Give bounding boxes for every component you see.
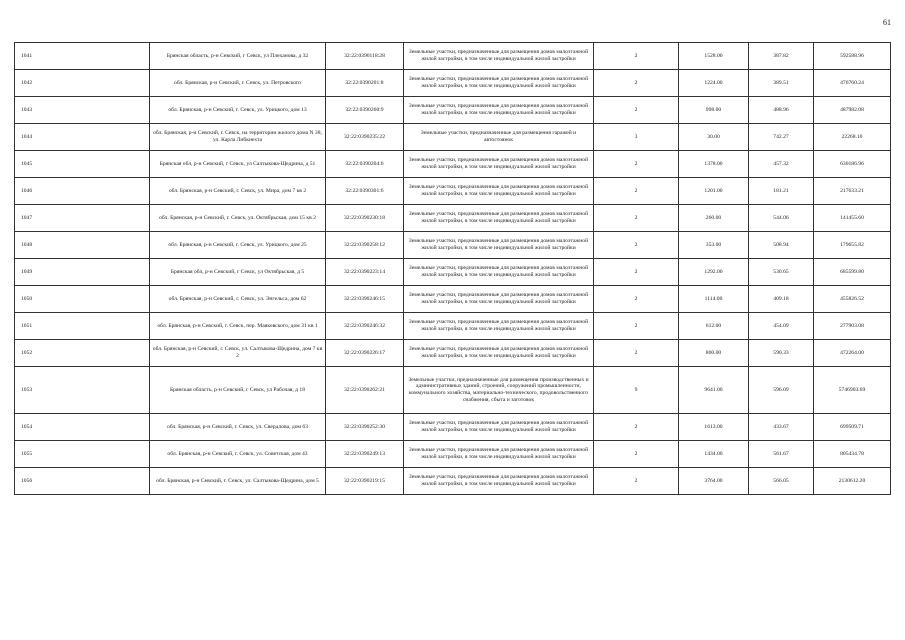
- specific-value-cell: 530.65: [749, 259, 814, 286]
- cadastral-number-cell: 32:22:0390258:12: [326, 232, 404, 259]
- cadastral-value-cell: 277903.08: [814, 313, 891, 340]
- area-cell: 1224.00: [679, 70, 749, 97]
- cadastral-value-cell: 217633.21: [814, 178, 891, 205]
- specific-value-cell: 488.96: [749, 97, 814, 124]
- area-cell: 353.00: [679, 232, 749, 259]
- address-cell: обл. Брянская, р-н Севский, г. Севск, ул. Урицкого, дом 13: [150, 97, 326, 124]
- cadastral-value-cell: 592588.96: [814, 43, 891, 70]
- table-row: [15, 151, 891, 178]
- row-number-cell: 1053: [15, 367, 150, 414]
- group-cell: 2: [594, 232, 679, 259]
- row-number-cell: 1055: [15, 441, 150, 468]
- cadastral-value-cell: 630186.96: [814, 151, 891, 178]
- land-use-cell: Земельные участки, предназначенные для размещения домов малоэтажной жилой застройки, в том числе индивидуальной жилой застройки: [404, 232, 594, 259]
- area-cell: 1201.00: [679, 178, 749, 205]
- cadastral-number-cell: 32:22:0390204:6: [326, 151, 404, 178]
- address-cell: обл. Брянская, р-н Севский, г. Севск, ул. Салтыкова-Щедрина, дом 5: [150, 468, 326, 495]
- cadastral-number-cell: 32:22:0390262:21: [326, 367, 404, 414]
- land-use-cell: Земельные участки, предназначенные для размещения домов малоэтажной жилой застройки, в том числе индивидуальной жилой застройки: [404, 286, 594, 313]
- table-row: [15, 43, 891, 70]
- group-cell: 2: [594, 414, 679, 441]
- address-cell: обл. Брянская, р-н Севский, г. Севск, ул. Петровского: [150, 70, 326, 97]
- cadastral-number-cell: 32:22:0390118:28: [326, 43, 404, 70]
- row-number-cell: 1041: [15, 43, 150, 70]
- cadastral-value-cell: 805434.78: [814, 441, 891, 468]
- cadastral-number-cell: 32:22:0390226:17: [326, 340, 404, 367]
- address-cell: обл. Брянская, р-н Севский, г. Севск, пер. Маяковского, дом 31 кв 1: [150, 313, 326, 340]
- table-body: [15, 43, 891, 495]
- table-row: [15, 205, 891, 232]
- group-cell: 2: [594, 313, 679, 340]
- table-row: [15, 124, 891, 151]
- land-use-cell: Земельные участки, предназначенные для размещения домов малоэтажной жилой застройки, в том числе индивидуальной жилой застройки: [404, 259, 594, 286]
- row-number-cell: 1042: [15, 70, 150, 97]
- group-cell: 9: [594, 367, 679, 414]
- group-cell: 2: [594, 286, 679, 313]
- address-cell: обл. Брянская, р-н Севский, г. Севск, ул. Октябрьская, дом 15 кв 2: [150, 205, 326, 232]
- row-number-cell: 1048: [15, 232, 150, 259]
- table-row: [15, 441, 891, 468]
- cadastral-number-cell: 32:22:0390201:8: [326, 70, 404, 97]
- address-cell: обл. Брянская, р-н Севский, г. Севск, ул. Советская, дом 43: [150, 441, 326, 468]
- cadastral-number-cell: 32:22:0390246:15: [326, 286, 404, 313]
- area-cell: 1434.00: [679, 441, 749, 468]
- area-cell: 30.00: [679, 124, 749, 151]
- table-row: [15, 414, 891, 441]
- cadastral-value-cell: 141455.60: [814, 205, 891, 232]
- specific-value-cell: 433.67: [749, 414, 814, 441]
- land-use-cell: Земельные участки, предназначенные для размещения домов малоэтажной жилой застройки, в том числе индивидуальной жилой застройки: [404, 441, 594, 468]
- land-use-cell: Земельные участки, предназначенные для размещения гаражей и автостоянок: [404, 124, 594, 151]
- cadastral-value-cell: 455826.52: [814, 286, 891, 313]
- address-cell: обл. Брянская, р-н Севский, г. Севск, ул. Урицкого, дом 25: [150, 232, 326, 259]
- row-number-cell: 1045: [15, 151, 150, 178]
- cadastral-number-cell: 32:22:0390219:15: [326, 468, 404, 495]
- specific-value-cell: 181.21: [749, 178, 814, 205]
- cadastral-number-cell: 32:22:0390249:13: [326, 441, 404, 468]
- group-cell: 2: [594, 151, 679, 178]
- area-cell: 998.00: [679, 97, 749, 124]
- table-row: [15, 313, 891, 340]
- cadastral-number-cell: 32:22:0390246:32: [326, 313, 404, 340]
- address-cell: обл. Брянская, р-н Севский, г. Севск, ул. Энгельса, дом 62: [150, 286, 326, 313]
- address-cell: Брянская обл, р-н Севский, г Севск, ул Октябрьская, д 5: [150, 259, 326, 286]
- land-use-cell: Земельные участки, предназначенные для размещения домов малоэтажной жилой застройки, в том числе индивидуальной жилой застройки: [404, 43, 594, 70]
- group-cell: 2: [594, 441, 679, 468]
- land-use-cell: Земельные участки, предназначенные для размещения домов малоэтажной жилой застройки, в том числе индивидуальной жилой застройки: [404, 178, 594, 205]
- address-cell: обл. Брянская, р-н Севский, г. Севск, ул. Мира, дом 7 кв 2: [150, 178, 326, 205]
- group-cell: 2: [594, 340, 679, 367]
- land-use-cell: Земельные участки, предназначенные для размещения домов малоэтажной жилой застройки, в том числе индивидуальной жилой застройки: [404, 205, 594, 232]
- specific-value-cell: 561.67: [749, 441, 814, 468]
- specific-value-cell: 596.09: [749, 367, 814, 414]
- group-cell: 2: [594, 43, 679, 70]
- row-number-cell: 1051: [15, 313, 150, 340]
- area-cell: 9641.00: [679, 367, 749, 414]
- specific-value-cell: 590.33: [749, 340, 814, 367]
- row-number-cell: 1049: [15, 259, 150, 286]
- area-cell: 800.00: [679, 340, 749, 367]
- area-cell: 1613.00: [679, 414, 749, 441]
- specific-value-cell: 387.82: [749, 43, 814, 70]
- cadastral-value-cell: 5746903.69: [814, 367, 891, 414]
- group-cell: 2: [594, 259, 679, 286]
- cadastral-number-cell: 32:22:0390252:30: [326, 414, 404, 441]
- address-cell: обл. Брянская, р-н Севский, г. Севск, ул. Свердлова, дом 63: [150, 414, 326, 441]
- cadastral-value-cell: 22268.10: [814, 124, 891, 151]
- specific-value-cell: 544.06: [749, 205, 814, 232]
- cadastral-number-cell: 32:22:0390223:14: [326, 259, 404, 286]
- cadastral-value-cell: 179655.82: [814, 232, 891, 259]
- cadastral-value-table: [14, 42, 891, 495]
- group-cell: 2: [594, 468, 679, 495]
- land-use-cell: Земельные участки, предназначенные для размещения производственных и административных зданий, строений, сооружений промышленности, коммунального хозяйства, материально-технического, продовольственного снабжения, сбыта и заготовок: [404, 367, 594, 414]
- specific-value-cell: 508.94: [749, 232, 814, 259]
- land-use-cell: Земельные участки, предназначенные для размещения домов малоэтажной жилой застройки, в том числе индивидуальной жилой застройки: [404, 414, 594, 441]
- cadastral-value-cell: 2130612.20: [814, 468, 891, 495]
- address-cell: Брянская обл, р-н Севский, г Севск, ул Салтыкова-Щедрина, д 51: [150, 151, 326, 178]
- land-use-cell: Земельные участки, предназначенные для размещения домов малоэтажной жилой застройки, в том числе индивидуальной жилой застройки: [404, 70, 594, 97]
- row-number-cell: 1046: [15, 178, 150, 205]
- table-row: [15, 97, 891, 124]
- cadastral-value-cell: 487982.08: [814, 97, 891, 124]
- cadastral-value-cell: 699509.71: [814, 414, 891, 441]
- area-cell: 260.00: [679, 205, 749, 232]
- cadastral-value-cell: 685599.80: [814, 259, 891, 286]
- area-cell: 3764.00: [679, 468, 749, 495]
- cadastral-number-cell: 32:22:0390260:9: [326, 97, 404, 124]
- land-use-cell: Земельные участки, предназначенные для размещения домов малоэтажной жилой застройки, в том числе индивидуальной жилой застройки: [404, 468, 594, 495]
- row-number-cell: 1054: [15, 414, 150, 441]
- cadastral-number-cell: 32:22:0390301:6: [326, 178, 404, 205]
- group-cell: 2: [594, 97, 679, 124]
- table-row: [15, 178, 891, 205]
- area-cell: 1292.00: [679, 259, 749, 286]
- specific-value-cell: 409.18: [749, 286, 814, 313]
- group-cell: 2: [594, 178, 679, 205]
- land-use-cell: Земельные участки, предназначенные для размещения домов малоэтажной жилой застройки, в том числе индивидуальной жилой застройки: [404, 151, 594, 178]
- group-cell: 2: [594, 205, 679, 232]
- row-number-cell: 1052: [15, 340, 150, 367]
- specific-value-cell: 566.05: [749, 468, 814, 495]
- address-cell: Брянская область, р-н Севский, г Севск, ул Плеханова, д 32: [150, 43, 326, 70]
- specific-value-cell: 742.27: [749, 124, 814, 151]
- table-row: [15, 70, 891, 97]
- row-number-cell: 1044: [15, 124, 150, 151]
- address-cell: обл. Брянская, р-н Севский, г. Севск, на территории жилого дома N 38, ул. Карла Либкнехта: [150, 124, 326, 151]
- specific-value-cell: 457.32: [749, 151, 814, 178]
- group-cell: 3: [594, 124, 679, 151]
- table-row: [15, 232, 891, 259]
- row-number-cell: 1056: [15, 468, 150, 495]
- table-row: [15, 367, 891, 414]
- specific-value-cell: 454.09: [749, 313, 814, 340]
- page-number: 61: [883, 18, 891, 27]
- address-cell: обл. Брянская, р-н Севский, г. Севск, ул. Салтыкова-Щедрина, дом 7 кв 2: [150, 340, 326, 367]
- cadastral-value-cell: 476760.24: [814, 70, 891, 97]
- table-row: [15, 340, 891, 367]
- cadastral-number-cell: 32:22:0390235:22: [326, 124, 404, 151]
- address-cell: Брянская область, р-н Севский, г Севск, ул Рабочая, д 18: [150, 367, 326, 414]
- area-cell: 612.00: [679, 313, 749, 340]
- table-row: [15, 286, 891, 313]
- table-row: [15, 259, 891, 286]
- cadastral-value-cell: 472264.00: [814, 340, 891, 367]
- area-cell: 1114.00: [679, 286, 749, 313]
- row-number-cell: 1050: [15, 286, 150, 313]
- land-use-cell: Земельные участки, предназначенные для размещения домов малоэтажной жилой застройки, в том числе индивидуальной жилой застройки: [404, 97, 594, 124]
- land-use-cell: Земельные участки, предназначенные для размещения домов малоэтажной жилой застройки, в том числе индивидуальной жилой застройки: [404, 313, 594, 340]
- specific-value-cell: 389.51: [749, 70, 814, 97]
- cadastral-number-cell: 32:22:0390230:18: [326, 205, 404, 232]
- row-number-cell: 1043: [15, 97, 150, 124]
- group-cell: 2: [594, 70, 679, 97]
- area-cell: 1528.00: [679, 43, 749, 70]
- area-cell: 1378.00: [679, 151, 749, 178]
- land-use-cell: Земельные участки, предназначенные для размещения домов малоэтажной жилой застройки, в том числе индивидуальной жилой застройки: [404, 340, 594, 367]
- row-number-cell: 1047: [15, 205, 150, 232]
- table-row: [15, 468, 891, 495]
